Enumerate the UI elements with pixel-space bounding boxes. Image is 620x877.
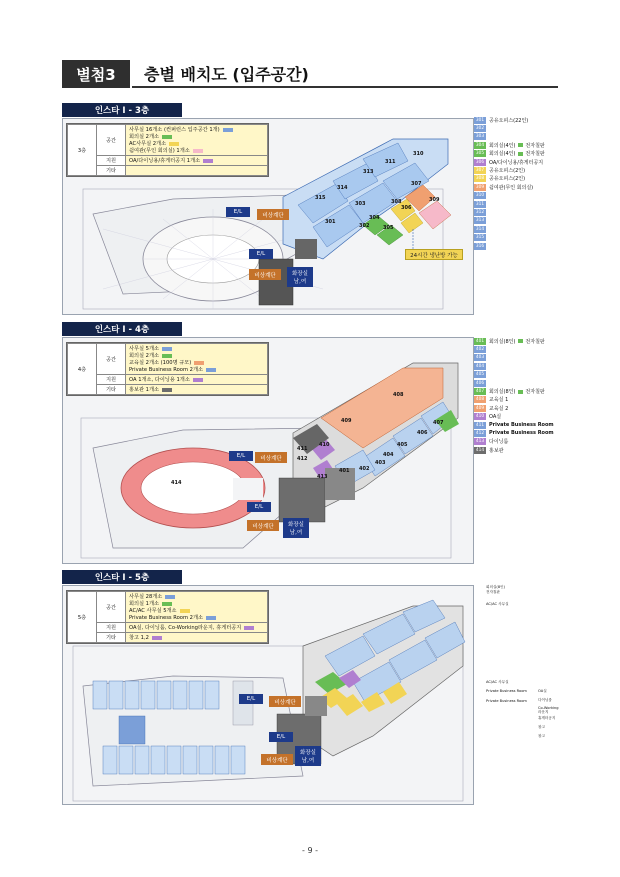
legend-line: 교육실 2개소 (100명 규모) [129, 360, 192, 366]
room-desc: 공유오피스(22인) [489, 117, 529, 124]
room-number: 409 [475, 405, 485, 411]
room-label: 413 [317, 474, 328, 480]
title-underline [132, 86, 558, 88]
list-item [474, 225, 558, 233]
list-item [474, 438, 558, 446]
emergency-stair-tag: 비상계단 [249, 269, 281, 280]
list-item [474, 217, 558, 225]
legend-floor-label: 3층 [68, 125, 97, 176]
room-label: 314 [337, 185, 348, 191]
room-number: 402 [475, 347, 485, 353]
grid-note: 창고 [538, 734, 545, 738]
room-label: 303 [355, 201, 366, 207]
room-number: 313 [475, 218, 485, 224]
page-title: 층별 배치도 (입주공간) [144, 65, 309, 84]
room-label: 315 [315, 195, 326, 201]
room-number: 410 [475, 414, 485, 420]
floor5-legend [66, 590, 269, 644]
legend-line: AC/AC 사무실 5개소 [129, 608, 177, 614]
legend-line: OA실, 다이닝룸, Co-Working라운지, 휴게터공지 [129, 625, 242, 631]
legend-row-label: 지원 [97, 375, 126, 385]
emergency-stair-tag: 비상계단 [257, 209, 289, 220]
list-item [474, 242, 558, 250]
grid-note: 창고 [538, 725, 545, 729]
room-label: 401 [339, 468, 350, 474]
room-desc: 공유오피스(2인) [489, 176, 526, 183]
floor3-room-list [474, 116, 558, 250]
floor3-tab: 인스타 Ⅰ - 3층 [62, 103, 182, 117]
grid-note: Private Business Room [486, 699, 527, 703]
room-label: 404 [383, 452, 394, 458]
room-desc: 홍보관 [489, 447, 504, 454]
legend-row-body [126, 592, 268, 623]
legend-row-body [126, 623, 268, 633]
room-number: 316 [475, 243, 485, 249]
room-number: 401 [475, 338, 485, 344]
legend-floor-label: 5층 [68, 592, 97, 643]
legend-row-label: 기타 [97, 166, 126, 176]
room-extra: 전자칠판 [525, 389, 545, 396]
legend-line: AC사무실 2개소 [129, 141, 167, 147]
floor4-plan [62, 337, 474, 564]
room-number: 310 [475, 193, 485, 199]
list-item [474, 345, 558, 353]
list-item [474, 362, 558, 370]
room-desc: 교육실 1 [489, 397, 509, 404]
room-desc: 회의실(8인) [489, 338, 516, 345]
grid-note: 휴게터공지 [538, 716, 556, 720]
emergency-stair-tag: 비상계단 [247, 520, 279, 531]
legend-line: 회의실 1개소 [129, 601, 160, 607]
list-item [474, 446, 558, 454]
legend-line: OA/다이닝용/휴게터공지 1개소 [129, 158, 201, 164]
legend-row-body [126, 125, 268, 156]
grid-note: 다이닝룸 [538, 698, 552, 702]
elevator-tag: E/L [247, 502, 271, 512]
room-label: 403 [375, 460, 386, 466]
room-desc: 공유오피스(2인) [489, 168, 526, 175]
room-label: 412 [297, 456, 308, 462]
legend-row-label: 지원 [97, 623, 126, 633]
room-desc: 다이닝룸 [489, 439, 509, 446]
restroom-tag: 화장실 남,여 [295, 746, 321, 766]
room-desc: 교육실 2 [489, 405, 509, 412]
legend-line: 창고 1,2 [129, 635, 149, 641]
room-extra: 전자칠판 [525, 151, 545, 158]
legend-floor-label: 4층 [68, 344, 97, 395]
room-number: 411 [475, 422, 485, 428]
hvac-note: 24시간 냉난방 가능 [405, 249, 463, 260]
list-item [474, 166, 558, 174]
room-number: 414 [475, 447, 485, 453]
legend-row-label: 공간 [97, 344, 126, 375]
room-label: 407 [433, 420, 444, 426]
floor5-plan [62, 585, 474, 805]
legend-row-body [126, 385, 268, 395]
room-desc: OA실 [489, 414, 502, 421]
appendix-badge: 별첨3 [62, 60, 130, 88]
room-number: 408 [475, 397, 485, 403]
legend-line: 회의실 2개소 [129, 353, 160, 359]
list-item [474, 141, 558, 149]
room-label: 309 [429, 197, 440, 203]
room-number: 302 [475, 126, 485, 132]
legend-row-body [126, 375, 268, 385]
legend-line: 사무실 5개소 [129, 346, 160, 352]
room-number: 412 [475, 430, 485, 436]
floor5-tab: 인스타 Ⅰ - 5층 [62, 570, 182, 584]
room-number: 309 [475, 184, 485, 190]
elevator-tag: E/L [239, 694, 263, 704]
elevator-tag: E/L [249, 249, 273, 259]
legend-line: Private Business Room 2개소 [129, 615, 204, 621]
room-number: 304 [475, 142, 485, 148]
room-number: 314 [475, 226, 485, 232]
room-desc: 회의실(4인) [489, 151, 516, 158]
room-desc: 쉼여관(무인 회의실) [489, 184, 534, 191]
list-item [474, 421, 558, 429]
legend-row-label: 지원 [97, 156, 126, 166]
room-extra: 전자칠판 [525, 142, 545, 149]
grid-note: AC/AC 사무실 [486, 680, 509, 684]
room-label: 313 [363, 169, 374, 175]
legend-line: 쉼여관(무인 회의실) 1개소 [129, 148, 190, 154]
room-label: 408 [393, 392, 404, 398]
list-item [474, 150, 558, 158]
room-desc: 회의실(4인) [489, 142, 516, 149]
legend-row-label: 기타 [97, 633, 126, 643]
list-item [474, 116, 558, 124]
list-item [474, 133, 558, 141]
room-label: 308 [391, 199, 402, 205]
room-number: 413 [475, 439, 485, 445]
page-number: - 9 - [302, 846, 318, 855]
room-number: 307 [475, 168, 485, 174]
floor4-room-list [474, 337, 558, 454]
grid-note: AC/AC 사무실 [486, 602, 509, 606]
room-label: 411 [297, 446, 308, 452]
legend-row-body [126, 344, 268, 375]
legend-row-label: 공간 [97, 592, 126, 623]
grid-note: OA실 [538, 689, 547, 693]
room-number: 311 [475, 201, 485, 207]
list-item [474, 371, 558, 379]
list-item [474, 208, 558, 216]
list-item [474, 429, 558, 437]
room-extra: 전자칠판 [525, 338, 545, 345]
list-item [474, 396, 558, 404]
legend-line: 홍보관 1개소 [129, 387, 160, 393]
legend-line: OA 1개소, 다이닝용 1개소 [129, 377, 190, 383]
restroom-tag: 화장실 남,여 [283, 518, 309, 538]
room-label: 406 [417, 430, 428, 436]
room-number: 303 [475, 134, 485, 140]
floor4-tab: 인스타 Ⅰ - 4층 [62, 322, 182, 336]
list-item [474, 192, 558, 200]
room-number: 406 [475, 380, 485, 386]
legend-row-body [126, 633, 268, 643]
room-label: 402 [359, 466, 370, 472]
floor3-legend [66, 123, 269, 177]
room-number: 407 [475, 389, 485, 395]
list-item [474, 404, 558, 412]
room-desc: OA/다이닝용/휴게터공지 [489, 159, 544, 166]
room-label: 306 [401, 205, 412, 211]
room-label: 305 [383, 225, 394, 231]
legend-line: 회의실 2개소 [129, 134, 160, 140]
room-number: 404 [475, 363, 485, 369]
floor5-room-grid [472, 585, 558, 805]
legend-row-body [126, 156, 268, 166]
room-number: 308 [475, 176, 485, 182]
grid-note: Co-Working 라운지 [538, 706, 559, 714]
grid-note: 회의실(8인) 전자칠판 [486, 585, 505, 594]
room-label: 405 [397, 442, 408, 448]
elevator-tag: E/L [229, 451, 253, 461]
room-label: 414 [171, 480, 182, 486]
list-item [474, 183, 558, 191]
room-number: 405 [475, 372, 485, 378]
room-label: 410 [319, 442, 330, 448]
legend-row-label: 공간 [97, 125, 126, 156]
list-item [474, 233, 558, 241]
room-label: 409 [341, 418, 352, 424]
list-item [474, 337, 558, 345]
list-item [474, 387, 558, 395]
legend-line: 사무실 16개소 (컨퍼런스 입주공간 1개) [129, 127, 220, 133]
grid-note: Private Business Room [486, 689, 527, 693]
room-number: 301 [475, 117, 485, 123]
list-item [474, 379, 558, 387]
emergency-stair-tag: 비상계단 [269, 696, 301, 707]
room-number: 315 [475, 235, 485, 241]
legend-row-body [126, 166, 268, 176]
room-label: 311 [385, 159, 396, 165]
legend-line: 사무실 28개소 [129, 594, 163, 600]
room-number: 312 [475, 209, 485, 215]
room-label: 307 [411, 181, 422, 187]
room-label: 304 [369, 215, 380, 221]
list-item [474, 354, 558, 362]
room-desc: 회의실(8인) [489, 389, 516, 396]
legend-line: Private Business Room 2개소 [129, 367, 204, 373]
legend-row-label: 기타 [97, 385, 126, 395]
room-number: 305 [475, 151, 485, 157]
emergency-stair-tag: 비상계단 [261, 754, 293, 765]
restroom-tag: 화장실 남,여 [287, 267, 313, 287]
list-item [474, 200, 558, 208]
floor3-plan [62, 118, 474, 315]
list-item [474, 124, 558, 132]
room-label: 302 [359, 223, 370, 229]
room-desc: Private Business Room [489, 422, 554, 429]
elevator-tag: E/L [226, 207, 250, 217]
floor4-legend [66, 342, 269, 396]
elevator-tag: E/L [269, 732, 293, 742]
room-desc: Private Business Room [489, 430, 554, 437]
list-item [474, 158, 558, 166]
room-label: 301 [325, 219, 336, 225]
page-header [62, 60, 558, 88]
list-item [474, 175, 558, 183]
room-label: 310 [413, 151, 424, 157]
room-number: 403 [475, 355, 485, 361]
room-number: 306 [475, 159, 485, 165]
list-item [474, 413, 558, 421]
emergency-stair-tag: 비상계단 [255, 452, 287, 463]
